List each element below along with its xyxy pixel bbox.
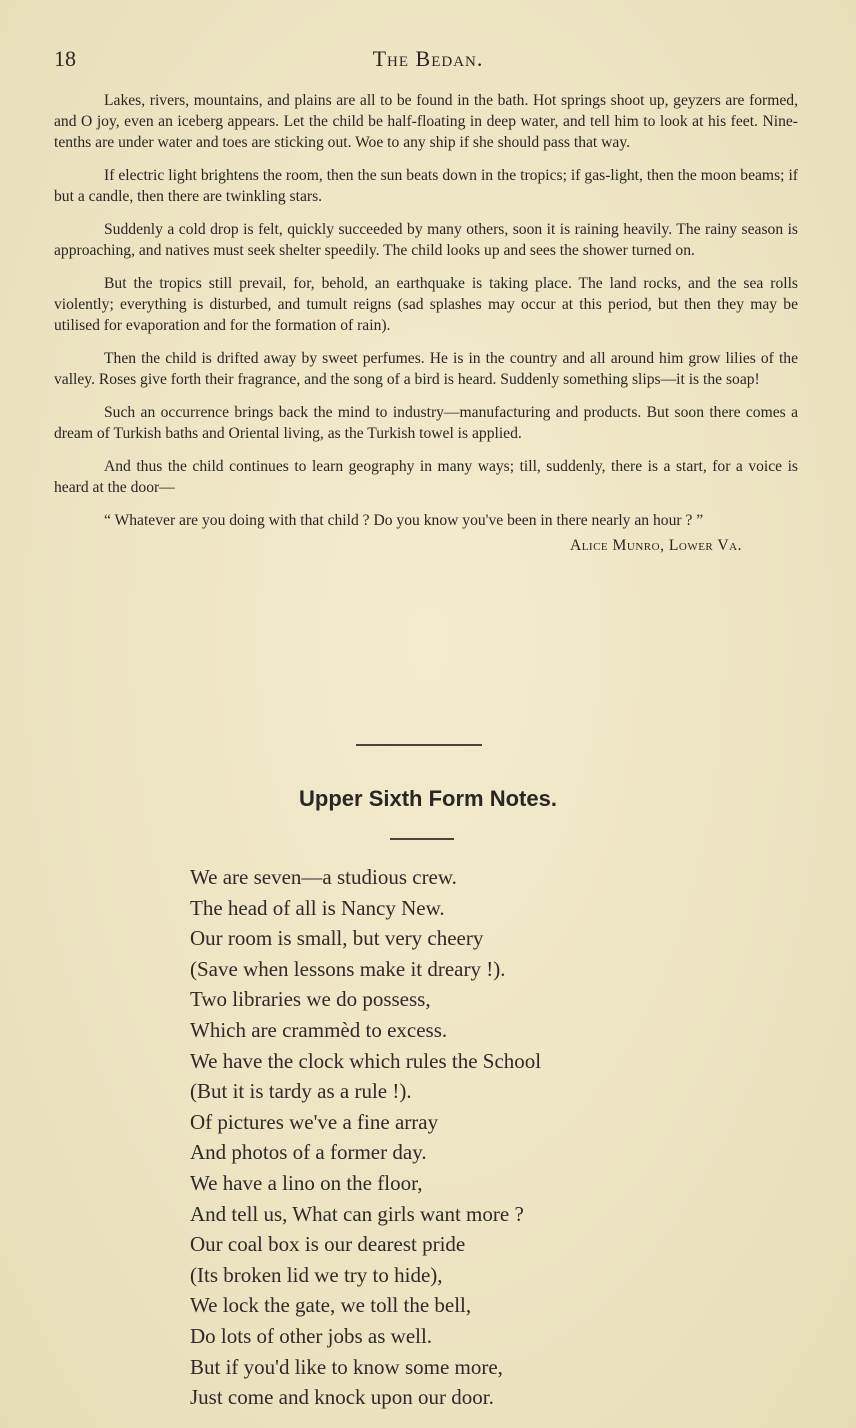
poem-line: Our room is small, but very cheery bbox=[190, 926, 484, 951]
article-body bbox=[54, 90, 798, 556]
article-paragraph: Lakes, rivers, mountains, and plains are all to be found in the bath. Hot springs shoot up, geyzers are formed, and O joy, even an iceberg appears. Let the child be half-floating in deep water, and tell him to look at his feet. Nine-tenths are under water and toes are sticking out. Woe to any ship if she should pass that way. bbox=[54, 92, 798, 151]
poem-line: Two libraries we do possess, bbox=[190, 987, 431, 1012]
poem-line: But if you'd like to know some more, bbox=[190, 1354, 503, 1379]
section-title: Upper Sixth Form Notes. bbox=[299, 786, 557, 811]
poem-line: The head of all is Nancy New. bbox=[190, 895, 445, 920]
title-underline bbox=[390, 838, 454, 840]
poem-line: Which are crammèd to excess. bbox=[190, 1017, 448, 1042]
article-paragraph: Such an occurrence brings back the mind to industry—manufacturing and products. But soon there comes a dream of Turkish baths and Oriental living, as the Turkish towel is applied. bbox=[54, 404, 798, 442]
poem-line: And photos of a former day. bbox=[190, 1140, 427, 1165]
running-title: The Bedan. bbox=[372, 46, 484, 71]
poem-line: (Its broken lid we try to hide), bbox=[190, 1262, 443, 1287]
article-paragraph: Then the child is drifted away by sweet perfumes. He is in the country and all around him grow lilies of the valley. Roses give forth their fragrance, and the song of a bird is heard. Suddenly something slips—it is the soap! bbox=[54, 350, 798, 388]
poem-line: Do lots of other jobs as well. bbox=[190, 1323, 433, 1348]
poem-line: Of pictures we've a fine array bbox=[190, 1109, 439, 1134]
poem-line: We have the clock which rules the School bbox=[190, 1048, 542, 1073]
author-signature: Alice Munro, Lower Va. bbox=[569, 537, 742, 554]
poem-line: And tell us, What can girls want more ? bbox=[190, 1201, 524, 1226]
article-paragraph: But the tropics still prevail, for, behold, an earthquake is taking place. The land rocks, and the sea rolls violently; everything is disturbed, and tumult reigns (sad splashes may occur at this period, but then they may be utilised for evaporation and for the formation of rain). bbox=[54, 275, 798, 334]
poem-line: Just come and knock upon our door. bbox=[190, 1385, 494, 1410]
page-header bbox=[54, 46, 802, 80]
poem-line: We have a lino on the floor, bbox=[190, 1170, 423, 1195]
poem bbox=[190, 862, 790, 1413]
poem-line: We lock the gate, we toll the bell, bbox=[190, 1293, 472, 1318]
article-paragraph: And thus the child continues to learn geography in many ways; till, suddenly, there is a start, for a voice is heard at the door— bbox=[54, 458, 798, 496]
article-quote: “ Whatever are you doing with that child ? Do you know you've been in there nearly an hour ? ” bbox=[104, 512, 704, 529]
poem-line: We are seven—a studious crew. bbox=[190, 865, 457, 889]
poem-line: (But it is tardy as a rule !). bbox=[190, 1079, 412, 1104]
poem-line: Our coal box is our dearest pride bbox=[190, 1232, 466, 1257]
article-paragraph: If electric light brightens the room, then the sun beats down in the tropics; if gas-light, then the moon beams; if but a candle, then there are twinkling stars. bbox=[54, 167, 798, 205]
section-divider bbox=[356, 744, 482, 746]
article-paragraph: Suddenly a cold drop is felt, quickly succeeded by many others, soon it is raining heavily. The rainy season is approaching, and natives must seek shelter speedily. The child looks up and sees the shower turned on. bbox=[54, 221, 798, 259]
poem-line: (Save when lessons make it dreary !). bbox=[190, 956, 506, 981]
page-number: 18 bbox=[54, 46, 76, 71]
